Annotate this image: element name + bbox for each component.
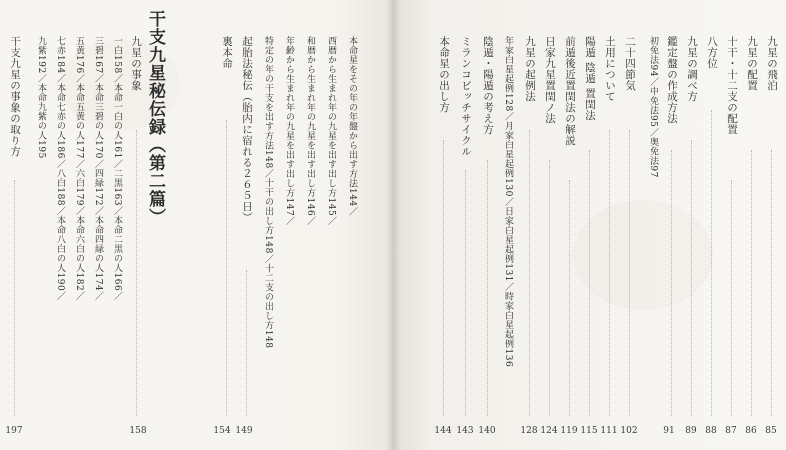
toc-subentry: 五黄176／本命五黄の人177／六白179／本命六白の人182／ xyxy=(74,36,84,301)
toc-entry: ミランコビッチサイクル xyxy=(460,36,472,157)
leader-dots xyxy=(487,160,488,416)
leader-dots xyxy=(691,140,692,416)
toc-entry: 鑑定盤の作成方法 xyxy=(666,36,678,124)
page-number: 140 xyxy=(478,426,496,436)
toc-subentry: 本命星をその年の年盤から出す方法144／ xyxy=(347,36,357,217)
page-number: 111 xyxy=(600,426,618,436)
toc-entry: 八方位 xyxy=(706,36,718,69)
leader-dots xyxy=(609,130,610,416)
toc-subentry: 和暦から生まれ年の九星を出す出し方146／ xyxy=(305,36,315,226)
page-number: 149 xyxy=(235,426,253,436)
leader-dots xyxy=(246,270,247,416)
page-number: 85 xyxy=(765,426,777,436)
page-number: 128 xyxy=(520,426,538,436)
toc-subentry: 一白158／本命一白の人161／二黒163／本命二黒の人166／ xyxy=(112,36,122,301)
page-number: 102 xyxy=(620,426,638,436)
leader-dots xyxy=(549,160,550,416)
toc-entry: 干支九星の事象の取り方 xyxy=(9,36,21,157)
page-number: 158 xyxy=(129,426,147,436)
right-page xyxy=(393,0,786,450)
toc-entry: 九星の配置 xyxy=(746,36,758,91)
page-number: 89 xyxy=(685,426,697,436)
toc-entry: 十干・十二支の配置 xyxy=(726,36,738,135)
page-number: 143 xyxy=(456,426,474,436)
leader-dots xyxy=(136,130,137,416)
toc-entry: 陰遁・陽遁の考え方 xyxy=(482,36,494,135)
page-number: 87 xyxy=(725,426,737,436)
toc-subentry: 初免法94／中免法95／奥免法97 xyxy=(648,36,658,178)
leader-dots xyxy=(589,150,590,416)
leader-dots xyxy=(771,150,772,416)
toc-subentry: 年家白星起例128／月家白星起例130／日家白星起例131／時家白星起例136 xyxy=(503,36,513,368)
toc-subentry: 九紫192／本命九紫の人195 xyxy=(36,36,46,159)
leader-dots xyxy=(711,110,712,416)
leader-dots xyxy=(569,180,570,416)
leader-dots xyxy=(226,120,227,416)
paper-stain xyxy=(573,200,713,310)
page-number: 88 xyxy=(705,426,717,436)
toc-subentry: 七赤184／本命七赤の人186／八白188／本命八白の人190／ xyxy=(55,36,65,301)
page-number: 124 xyxy=(540,426,558,436)
leader-dots xyxy=(731,180,732,416)
toc-entry: 前遁後近置閏法の解説 xyxy=(564,36,576,146)
leader-dots xyxy=(529,130,530,416)
toc-entry: 裏本命 xyxy=(221,36,233,69)
toc-subentry: 西暦から生まれ年の九星を出す出し方145／ xyxy=(326,36,336,226)
toc-subentry: 三碧167／本命三碧の人170／四緑172／本命四緑の人174／ xyxy=(93,36,103,301)
toc-entry: 九星の事象 xyxy=(130,36,142,91)
toc-entry: 九星の飛泊 xyxy=(766,36,778,91)
toc-entry: 起胎法秘伝（胎内に宿れる２６５日） xyxy=(241,36,253,223)
page-number: 197 xyxy=(5,426,23,436)
leader-dots xyxy=(629,130,630,416)
page-number: 154 xyxy=(213,426,231,436)
toc-subentry: 特定の年の干支を出す方法148／十干の出し方148／十二支の出し方148 xyxy=(263,36,273,349)
toc-entry: 九星の調べ方 xyxy=(686,36,698,102)
page-number: 115 xyxy=(580,426,598,436)
toc-entry: 九星の起例法 xyxy=(524,36,536,102)
toc-subentry: 年齢から生まれ年の九星を出す出し方147／ xyxy=(284,36,294,226)
toc-entry: 本命星の出し方 xyxy=(438,36,450,113)
toc-entry: 日家九星置閏ノ法 xyxy=(544,36,556,124)
section-heading: 干支九星秘伝録（第二篇） xyxy=(145,10,165,226)
page-number: 119 xyxy=(560,426,578,436)
leader-dots xyxy=(751,150,752,416)
leader-dots xyxy=(443,140,444,416)
leader-dots xyxy=(14,180,15,416)
leader-dots xyxy=(465,170,466,416)
toc-entry: 陽遁 陰遁 置閏法 xyxy=(584,36,596,121)
page-number: 86 xyxy=(745,426,757,436)
toc-entry: 土用について xyxy=(604,36,616,102)
leader-dots xyxy=(671,150,672,416)
toc-entry: 二十四節気 xyxy=(624,36,636,91)
page-number: 91 xyxy=(663,426,675,436)
page-number: 144 xyxy=(434,426,452,436)
